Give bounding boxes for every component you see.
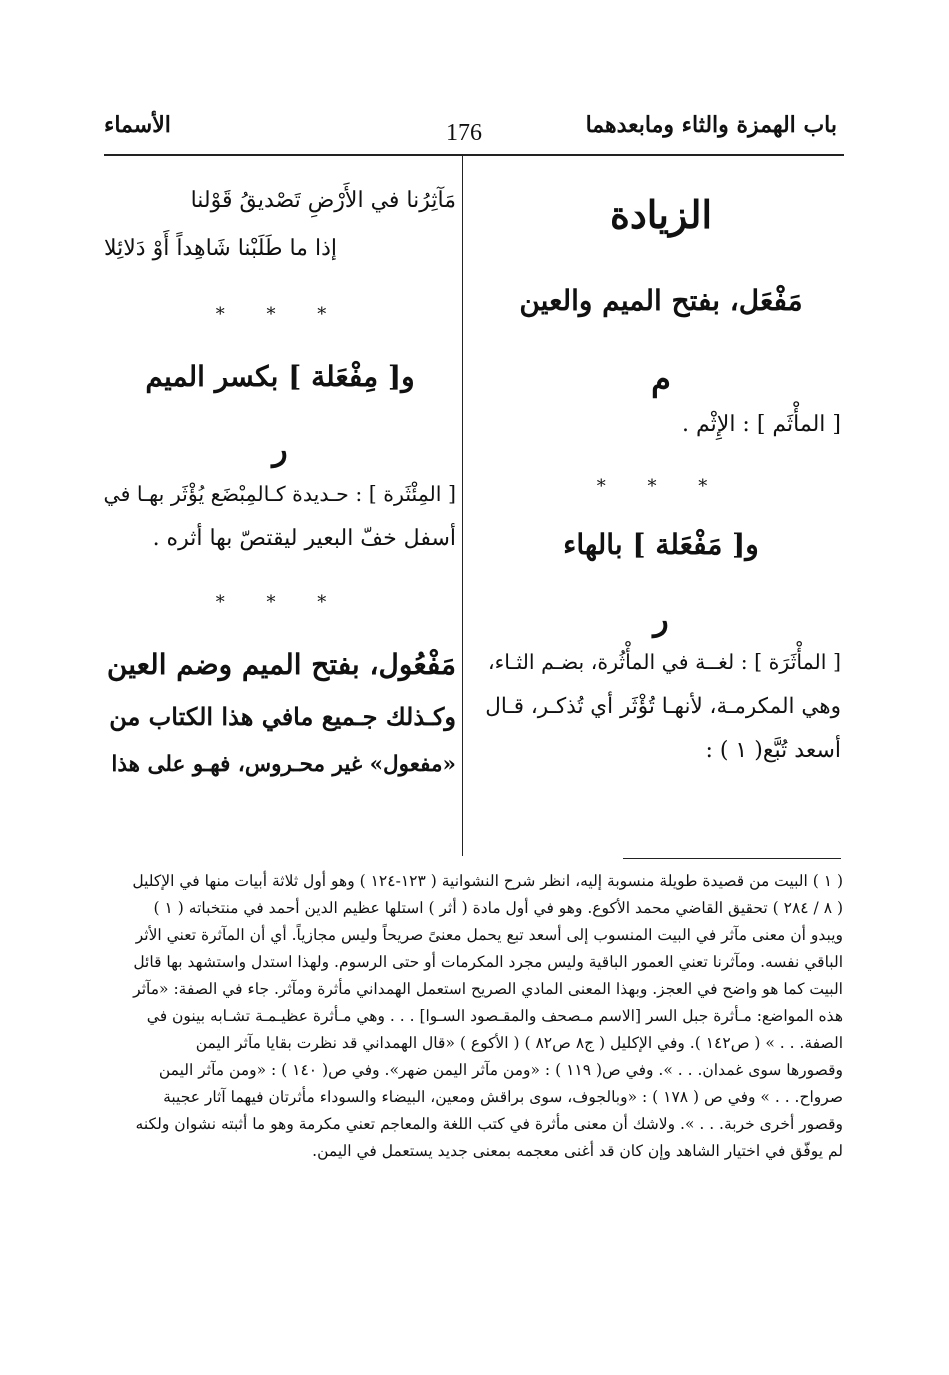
verse-hemistich: مَآثِرُنا في الأَرْضِ تَصْديقُ قَوْلنا [190,188,456,213]
entry-line: أسفل خفّ البعير ليقتصّ بها أثره . [152,526,456,551]
footnote-line: ( ٨ / ٢٨٤ ) تحقيق القاضي محمد الأكوع. وهو في أول مادة ( أثر ) استلها عظيم الدين أحمد في منتخباته ( ١ ) [153,899,843,917]
footnote-line: وقصورها سوى غمدان. . . ». وفي ص( ١١٩ ) : «ومن مآثر اليمن ضهر». وفي ص( ١٤٠ ) : «ومن مآثر اليمن [158,1061,843,1079]
right-column [481,170,841,782]
separator-stars: * * * [215,592,345,613]
header-divider [104,154,844,156]
section-heading: و[ مَفْعَلة ] بالهاء [563,528,759,561]
heading-line: وكـذلك جـميع مافي هذا الكتاب من [109,702,456,731]
page-number: 176 [446,120,482,146]
footnote-line: ( ١ ) البيت من قصيدة طويلة منسوبة إليه، انظر شرح النشوانية ( ١٢٣-١٢٤ ) وهو أول ثلاثة أبيات منها في الإكليل [132,872,843,890]
verse-hemistich: إذا ما طَلَبْنا شَاهِداً أَوْ دَلائِلا [104,236,337,261]
running-header-chapter: باب الهمزة والثاء ومابعدهما [585,112,837,138]
entry-line: أسعد تُبَّع( ١ ) : [705,738,841,763]
footnote-line: صرواح. . . » وفي ص ( ١٧٨ ) : «وبالجوف، سوى براقش ومعين، البيضاء والسوداء مأثرتان فيهما آثار عجيبة [163,1088,843,1106]
section-heading: و[ مِفْعَلة ] بكسر الميم [145,360,415,393]
column-divider [462,156,463,856]
left-column [104,170,456,802]
footnote-line: البيت كما هو واضح في العجز. وبهذا المعنى المادي الصريح استعمل الهمداني مأثرة ومآثر. جاء في الصفة: «مآثر [133,980,843,998]
footnote-line: الصفة. . . » ( ص١٤٢ ). وفي الإكليل ( ج٨ ص٨٢ ) ( الأكوع ) «قال الهمداني قد نظرت بقايا مآثر اليمن [195,1034,843,1052]
heading-line: «مفعول» غير محـروس، فهـو على هذا [111,752,456,777]
footnote-line: ويبدو أن معنى مآثر في البيت المنسوب إلى أسعد تبع يحمل معنىً صريحاً وليس مجازياً. أي أن المآثرة تعني الأثر [135,926,843,944]
footnote-line: وقصور أخرى خربة. . . ». ولاشك أن معنى مأثرة في كتب اللغة والمعاجم تعني مكرمة وهو ما أثبته نشوان ولكنه [135,1115,843,1133]
entry-text: [ المأْثَم ] : الإِثْم . [682,412,841,437]
separator-stars: * * * [215,304,345,325]
footnote-line: الباقي نفسه. ومآثرنا تعني العمور الباقية وليس مجرد المكرمات أو حتى الرسوم. ولهذا استدل واستشهد بها قائل [133,953,843,971]
footnote-divider [623,858,841,859]
entry-line: وهي المكرمـة، لأنهـا تُؤْثَر أي تُذكـر، قـال [485,694,841,719]
separator-stars: * * * [596,476,726,497]
footnotes [103,868,843,1165]
section-title: الزيادة [609,192,713,237]
running-header-section: الأسماء [104,112,171,138]
subtitle: مَفْعَل، بفتح الميم والعين [519,284,803,317]
root-letter: ر [653,600,669,638]
footnote-line: هذه المواضع: مـأثرة جبل السر [الاسم مـصحف والمقـصود السـوا] . . . وهي مـأثرة عظيـمـة تشـابه بينون في [146,1007,843,1025]
entry-line: [ المِئْثَرة ] : حـديدة كـالمِبْضَع يُؤْثَر بهـا في [103,482,456,506]
section-heading: مَفْعُول، بفتح الميم وضم العين [106,648,456,681]
entry-line: [ المأْثَرَة ] : لغــة في المأْثُرة، بضـم الثـاء، [487,650,841,674]
footnote-line: لم يوفّق في اختيار الشاهد وإن كان قد أغنى معجمه بمعنى جديد يستعمل في اليمن. [312,1142,843,1160]
root-letter: م [651,360,671,398]
root-letter: ر [272,430,288,468]
